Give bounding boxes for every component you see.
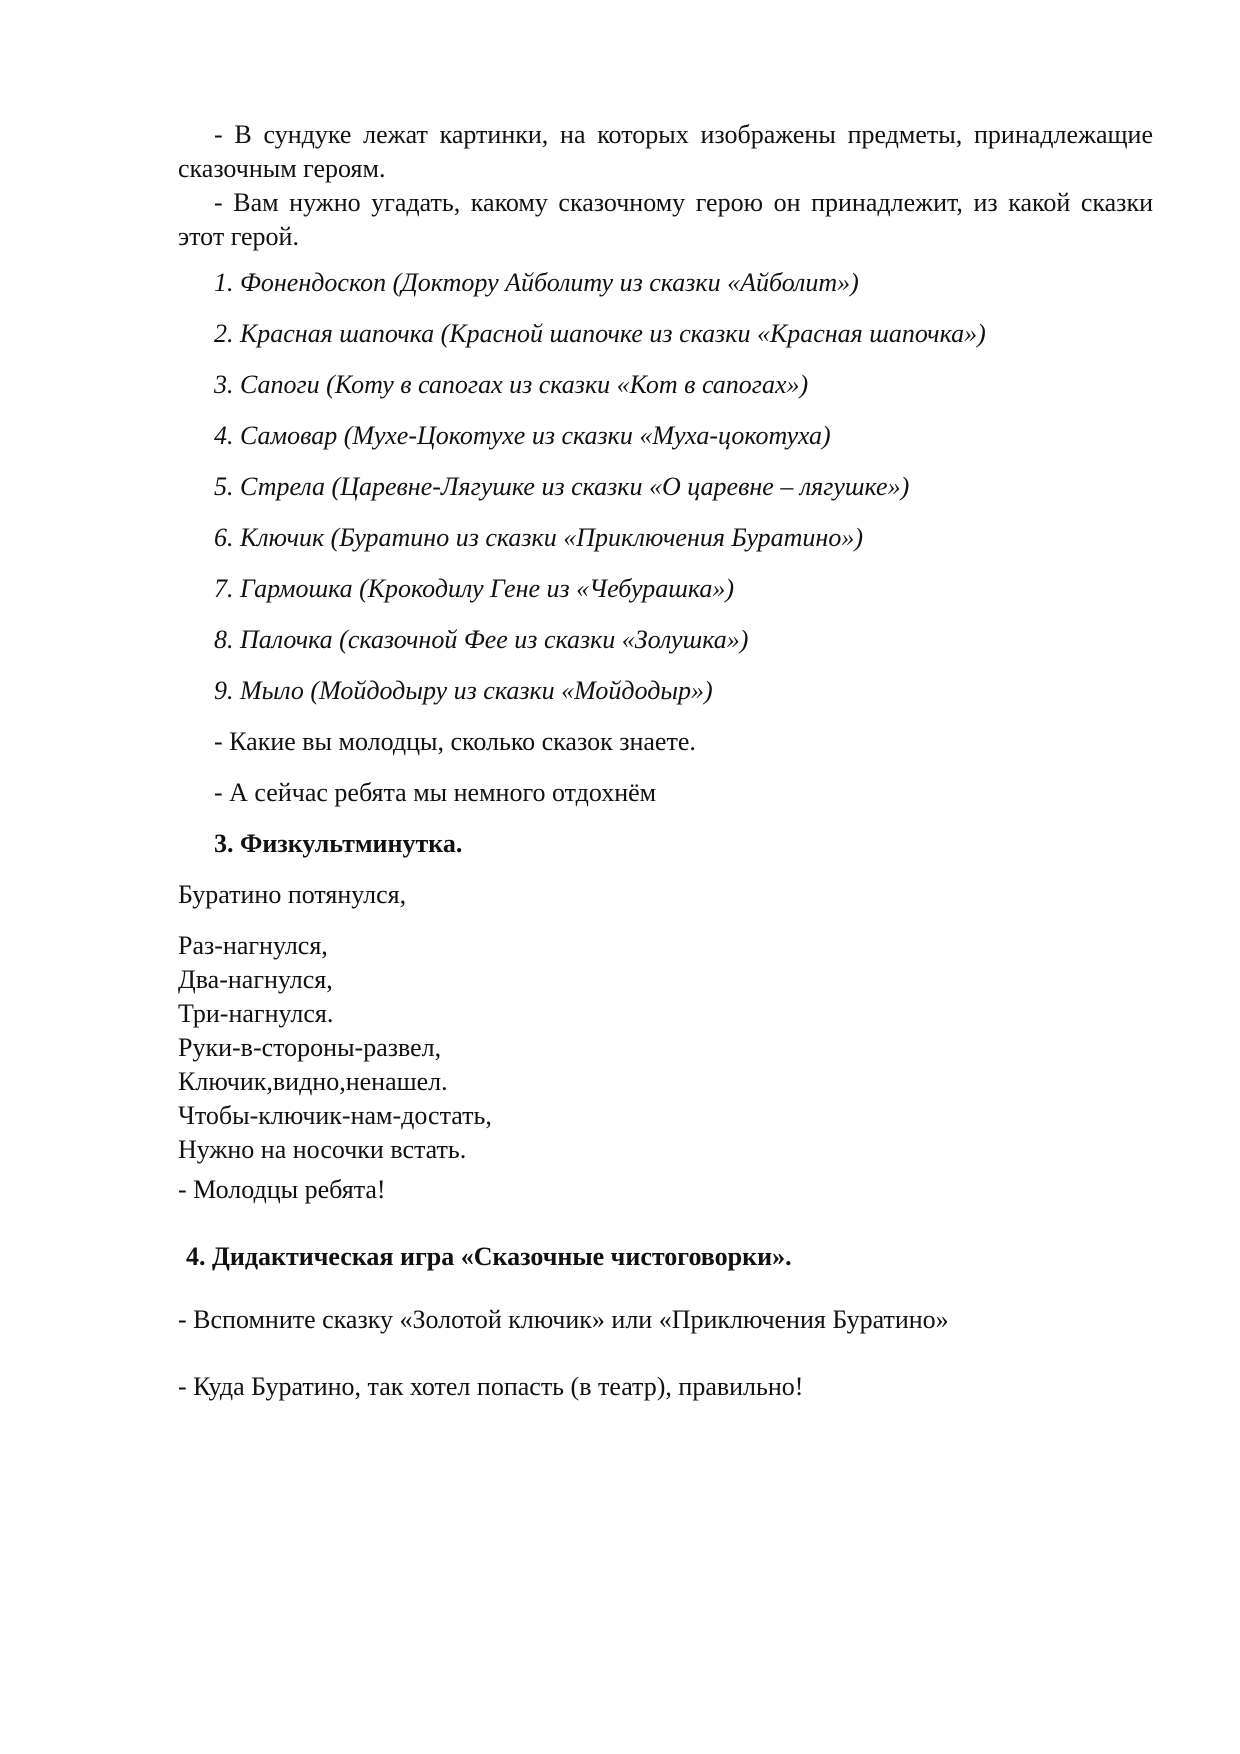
list-item-4: 4. Самовар (Мухе-Цокотухе из сказки «Муха-цокотуха) xyxy=(214,421,831,450)
section-heading-3: 3. Физкультминутка. xyxy=(214,829,463,858)
list-item-7: 7. Гармошка (Крокодилу Гене из «Чебурашка») xyxy=(214,574,734,603)
verse-line: Чтобы-ключик-нам-достать, xyxy=(178,1101,492,1130)
closing-line-2: - Куда Буратино, так хотел попасть (в театр), правильно! xyxy=(178,1372,804,1401)
list-item-8: 8. Палочка (сказочной Фее из сказки «Золушка») xyxy=(214,625,749,654)
list-item-3: 3. Сапоги (Коту в сапогах из сказки «Кот в сапогах») xyxy=(214,370,809,399)
verse-line: Три-нагнулся. xyxy=(178,999,334,1028)
intro-paragraph-2: - Вам нужно угадать, какому сказочному герою он принадлежит, из какой сказки этот герой. xyxy=(178,188,1153,251)
list-item-2: 2. Красная шапочка (Красной шапочке из сказки «Красная шапочка») xyxy=(214,319,986,348)
verse-line: Ключик,видно,ненашел. xyxy=(178,1067,448,1096)
list-item-6: 6. Ключик (Буратино из сказки «Приключения Буратино») xyxy=(214,523,863,552)
after-list-line-2: - А сейчас ребята мы немного отдохнём xyxy=(214,778,657,807)
intro-paragraph-1: - В сундуке лежат картинки, на которых изображены предметы, принадлежащие сказочным героям. xyxy=(178,120,1153,183)
praise-line: - Молодцы ребята! xyxy=(178,1175,386,1204)
list-item-9: 9. Мыло (Мойдодыру из сказки «Мойдодыр») xyxy=(214,676,713,705)
list-item-1: 1. Фонендоскоп (Доктору Айболиту из сказки «Айболит») xyxy=(214,268,859,297)
after-list-line-1: - Какие вы молодцы, сколько сказок знаете. xyxy=(214,727,696,756)
closing-line-1: - Вспомните сказку «Золотой ключик» или «Приключения Буратино» xyxy=(178,1305,949,1334)
verse-line: Два-нагнулся, xyxy=(178,965,333,994)
verse-line: Руки-в-стороны-развел, xyxy=(178,1033,442,1062)
section-heading-4: 4. Дидактическая игра «Сказочные чистоговорки». xyxy=(186,1242,792,1271)
verse-line: Раз-нагнулся, xyxy=(178,931,328,960)
verse-block xyxy=(178,929,492,1167)
list-item-5: 5. Стрела (Царевне-Лягушке из сказки «О царевне – лягушке») xyxy=(214,472,910,501)
verse-line: Нужно на носочки встать. xyxy=(178,1135,467,1164)
verse-first-line: Буратино потянулся, xyxy=(178,880,407,909)
